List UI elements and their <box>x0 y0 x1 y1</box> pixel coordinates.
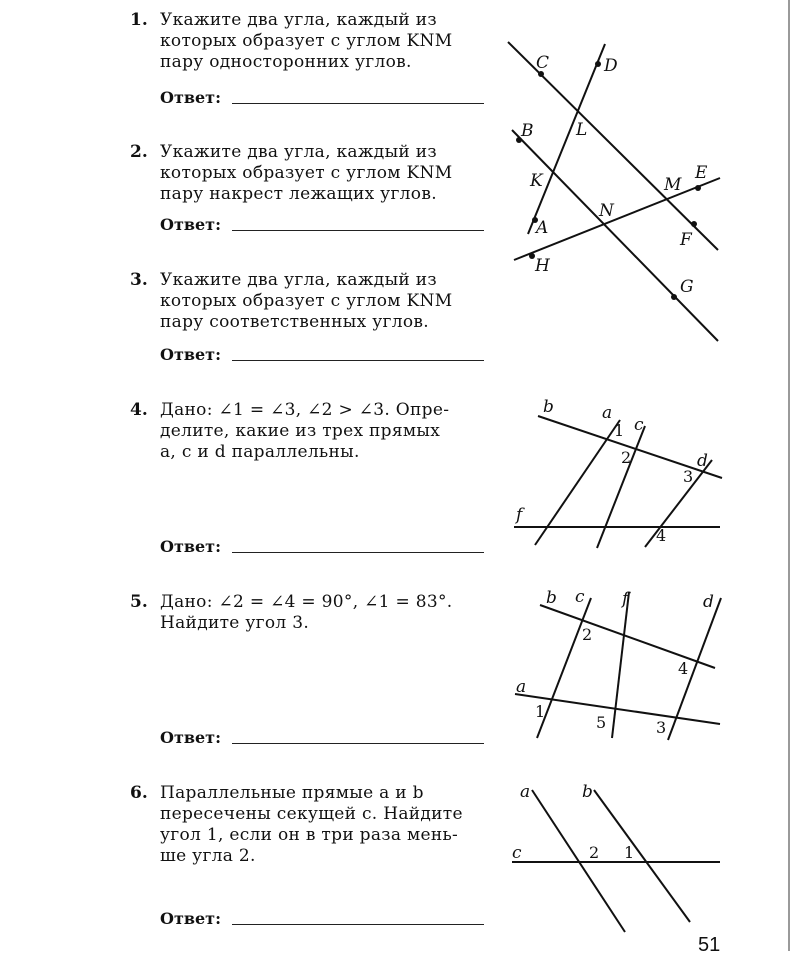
label-c: c <box>634 415 644 435</box>
task-number: 1. <box>130 10 148 30</box>
label-c: c <box>512 843 522 863</box>
label-angle-1: 1 <box>624 843 635 862</box>
figure-1 <box>508 42 720 341</box>
task-text: Дано: ∠1 = ∠3, ∠2 > ∠3. Опре- делите, какие из трех прямых a, c и d параллельны. <box>160 400 450 462</box>
label-a: a <box>520 782 531 802</box>
label-C: C <box>536 53 550 73</box>
label-b: b <box>543 397 554 417</box>
task-number: 4. <box>130 400 148 420</box>
answer-label: Ответ: <box>160 215 221 234</box>
label-G: G <box>680 277 694 297</box>
figure-3 <box>515 587 721 740</box>
task-text: Дано: ∠2 = ∠4 = 90°, ∠1 = 83°. Найдите угол 3. <box>160 592 453 633</box>
label-L: L <box>576 120 588 140</box>
label-f: f <box>622 589 629 609</box>
answer-label: Ответ: <box>160 345 221 364</box>
label-angle-5: 5 <box>596 713 607 732</box>
label-K: K <box>530 171 543 191</box>
label-angle-2: 2 <box>589 843 600 862</box>
task-number: 6. <box>130 783 148 803</box>
label-angle-2: 2 <box>582 625 593 644</box>
label-angle-4: 4 <box>656 526 667 545</box>
line-f <box>612 592 629 738</box>
figure-2 <box>514 397 722 548</box>
label-M: M <box>664 175 682 195</box>
label-a: a <box>516 677 527 697</box>
task-number: 3. <box>130 270 148 290</box>
answer-label: Ответ: <box>160 537 221 556</box>
label-D: D <box>604 56 618 76</box>
figure-4 <box>512 782 720 932</box>
task-number: 2. <box>130 142 148 162</box>
point-D <box>595 61 601 67</box>
task-text: Укажите два угла, каждый из которых образует с углом KNM пару соответственных углов. <box>160 270 453 332</box>
line-b <box>538 416 722 478</box>
task-text: Укажите два угла, каждый из которых образует с углом KNM пару накрест лежащих углов. <box>160 142 453 204</box>
label-angle-3: 3 <box>656 718 667 737</box>
label-angle-2: 2 <box>621 448 632 467</box>
answer-label: Ответ: <box>160 909 221 928</box>
label-d: d <box>697 451 708 471</box>
label-N: N <box>599 201 614 221</box>
label-angle-1: 1 <box>535 702 546 721</box>
label-f: f <box>516 505 523 525</box>
label-E: E <box>695 163 708 183</box>
line-b <box>594 790 690 922</box>
line-d <box>668 598 721 740</box>
label-angle-4: 4 <box>678 659 689 678</box>
task-text: Укажите два угла, каждый из которых образует с углом KNM пару односторонних углов. <box>160 10 453 72</box>
task-number: 5. <box>130 592 148 612</box>
line-b <box>540 605 715 668</box>
label-A: A <box>536 218 549 238</box>
answer-label: Ответ: <box>160 728 221 747</box>
answer-label: Ответ: <box>160 88 221 107</box>
label-angle-1: 1 <box>614 421 625 440</box>
label-d: d <box>703 592 714 612</box>
label-angle-3: 3 <box>683 467 694 486</box>
label-a: a <box>602 403 613 423</box>
label-c: c <box>575 587 585 607</box>
label-F: F <box>680 230 692 250</box>
point-G <box>671 294 677 300</box>
point-F <box>691 221 697 227</box>
task-text: Параллельные прямые a и b пересечены секущей c. Найдите угол 1, если он в три раза мень- ше угла 2. <box>160 783 463 866</box>
label-b: b <box>546 588 557 608</box>
page-number: 51 <box>698 934 721 956</box>
label-B: B <box>521 121 534 141</box>
label-b: b <box>582 782 593 802</box>
label-H: H <box>535 256 550 276</box>
point-E <box>695 185 701 191</box>
